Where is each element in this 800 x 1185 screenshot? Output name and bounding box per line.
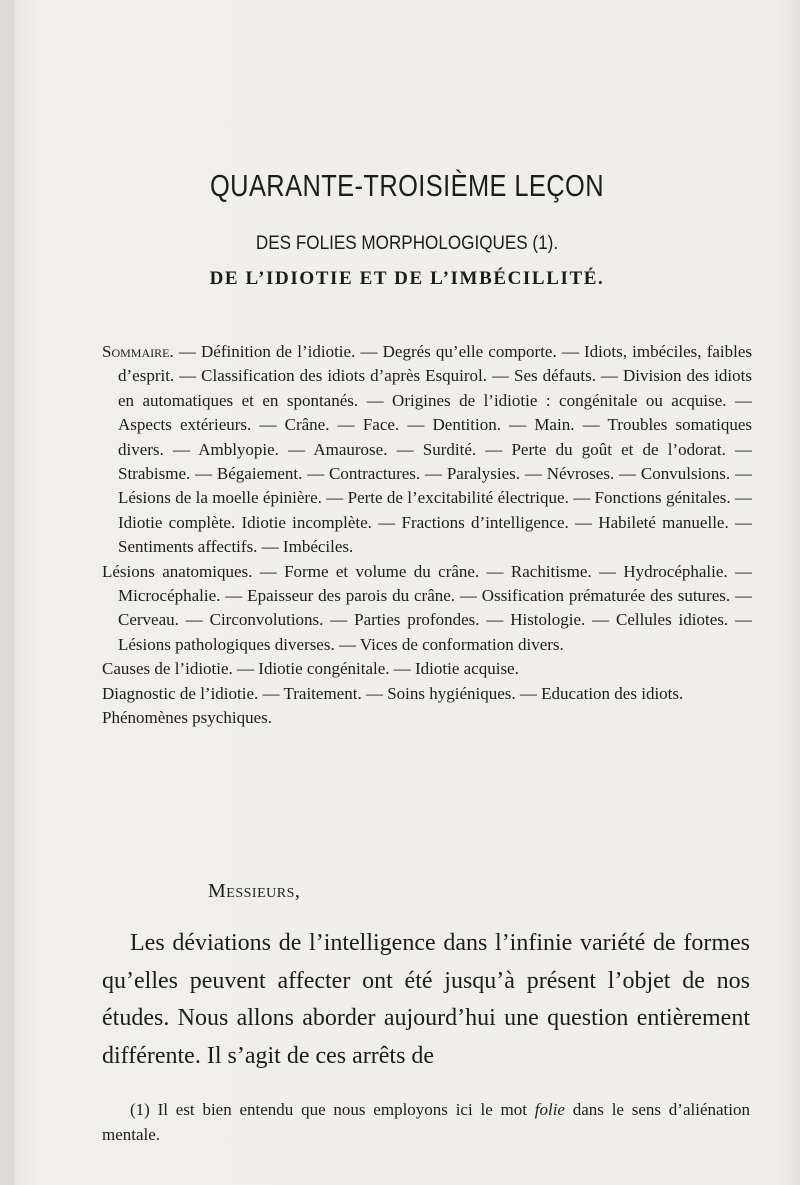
sommaire-block	[102, 340, 752, 731]
book-page	[14, 0, 800, 1185]
chapter-subtitle-secondary: DE L’IDIOTIE ET DE L’IMBÉCILLITÉ.	[209, 268, 605, 289]
salutation: Messieurs,	[208, 880, 301, 902]
lecon-title: QUARANTE-TROISIÈME LEÇON	[209, 168, 605, 203]
sommaire-paragraph: Phénomènes psychiques.	[102, 708, 272, 728]
sommaire-paragraph: Lésions anatomiques. — Forme et volume du crâne. — Rachitisme. — Hydrocéphalie. — Microcéphalie. — Epaisseur des parois du crâne. — Ossification prématurée des sutures. — Cerveau. — Circonvolutions. — Parties profondes. — Histologie. — Cellules idiotes. — Lésions pathologiques diverses. — Vices de conformation divers.	[102, 561, 752, 654]
body-paragraph: Les déviations de l’intelligence dans l’infinie variété de formes qu’elles peuvent affecter ont été jusqu’à présent l’objet de nos études. Nous allons aborder aujourd’hui une question entièrement différente. Il s’agit de ces arrêts de	[102, 930, 750, 1069]
footnote-marker: (1)	[130, 1100, 150, 1119]
footnote-paragraph	[102, 1098, 750, 1147]
chapter-subtitle: DES FOLIES MORPHOLOGIQUES (1).	[255, 233, 559, 254]
sommaire-paragraph: Diagnostic de l’idiotie. — Traitement. — Soins hygiéniques. — Education des idiots.	[102, 683, 684, 703]
footnote	[102, 1098, 750, 1147]
footnote-emphasis: folie	[534, 1100, 565, 1119]
sommaire-paragraph	[102, 340, 752, 560]
footnote-text-end: dans le sens d’aliénation mentale.	[102, 1100, 750, 1144]
sommaire-text: — Définition de l’idiotie. — Degrés qu’elle comporte. — Idiots, imbéciles, faibles d’esprit. — Classification des idiots d’après Esquirol. — Ses défauts. — Division des idiots en automatiques et en spontanés. — Origines de l’idiotie : congénitale ou acquise. — Aspects extérieurs. — Crâne. — Face. — Dentition. — Main. — Troubles somatiques divers. — Amblyopie. — Amaurose. — Surdité. — Perte du goût et de l’odorat. — Strabisme. — Bégaiement. — Contractures. — Paralysies. — Névroses. — Convulsions. — Lésions de la moelle épinière. — Perte de l’excitabilité électrique. — Fonctions génitales. — Idiotie complète. Idiotie incomplète. — Fractions d’intelligence. — Habileté manuelle. — Sentiments affectifs. — Imbéciles.	[118, 342, 753, 557]
footnote-text: Il est bien entendu que nous employons ici le mot	[157, 1100, 527, 1119]
body-text	[102, 925, 750, 1075]
sommaire-label: Sommaire.	[102, 342, 174, 361]
sommaire-paragraph: Causes de l’idiotie. — Idiotie congénitale. — Idiotie acquise.	[102, 659, 519, 679]
